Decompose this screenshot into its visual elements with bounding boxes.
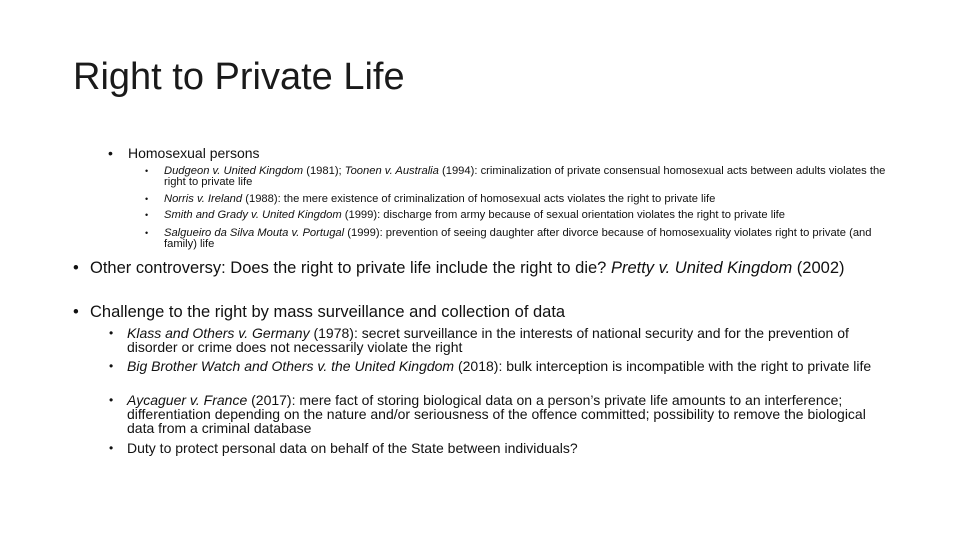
bullet-dot: • [145,210,149,220]
bullet-other-controversy [73,261,893,276]
bullet-dot: • [145,194,149,204]
case-name: Klass and Others v. Germany [127,325,310,341]
case-description: (1999): discharge from army because of sexual orientation violates the right to private life [341,209,786,221]
case-item-salgueiro [145,228,895,250]
case-item-aycaguer [109,393,889,435]
bullet-text: Duty to protect personal data on behalf of the State between individuals? [127,440,578,456]
case-name: Salgueiro da Silva Mouta v. Portugal [164,227,345,239]
case-item-smith-grady [145,210,895,221]
case-name: Smith and Grady v. United Kingdom [164,209,342,221]
case-description: (1999): prevention of seeing daughter after divorce because of homosexuality violates right to private (and family) life [164,227,872,250]
slide-title: Right to Private Life [73,56,405,98]
case-name-2: Toonen v. Australia [344,165,439,177]
case-name: Dudgeon v. United Kingdom [164,165,304,177]
case-name: Aycaguer v. France [127,392,248,408]
item-duty-to-protect [109,441,889,455]
bullet-dot: • [108,145,113,161]
bullet-dot: • [145,228,149,238]
case-item-dudgeon [145,166,895,188]
case-name: Pretty v. United Kingdom [610,259,793,277]
bullet-dot: • [109,393,114,407]
bullet-dot: • [109,441,114,455]
bullet-dot: • [109,326,114,340]
case-description: (2017): mere fact of storing biological data on a person’s private life amounts to an interference; differentiation depending on the nature and/or seriousness of the offence committed; possibility to remove the biological data from a criminal database [127,392,866,436]
bullet-text: Challenge to the right by mass surveillance and collection of data [90,303,566,321]
case-name: Big Brother Watch and Others v. the United Kingdom [127,358,455,374]
case-description: (1994): criminalization of private consensual homosexual acts between adults violates the right to private life [164,165,886,188]
bullet-text: Other controversy: Does the right to private life include the right to die? [90,259,611,277]
case-description: (1978): secret surveillance in the interests of national security and for the prevention of disorder or crime does not necessarily violate the right [127,325,849,355]
case-year: (1981); [303,165,345,177]
bullet-dot: • [73,303,79,321]
case-item-norris [145,194,895,205]
case-item-klass [109,326,889,354]
bullet-dot: • [109,359,114,373]
bullet-homosexual-persons [108,146,260,160]
case-description: (1988): the mere existence of criminalization of homosexual acts violates the right to private life [242,193,716,205]
bullet-dot: • [73,259,79,277]
case-item-big-brother [109,359,889,373]
case-year: (2002) [792,259,845,277]
case-description: (2018): bulk interception is incompatible with the right to private life [454,358,872,374]
bullet-mass-surveillance [73,305,893,320]
case-name: Norris v. Ireland [164,193,243,205]
bullet-dot: • [145,166,149,176]
bullet-text: Homosexual persons [128,145,260,161]
